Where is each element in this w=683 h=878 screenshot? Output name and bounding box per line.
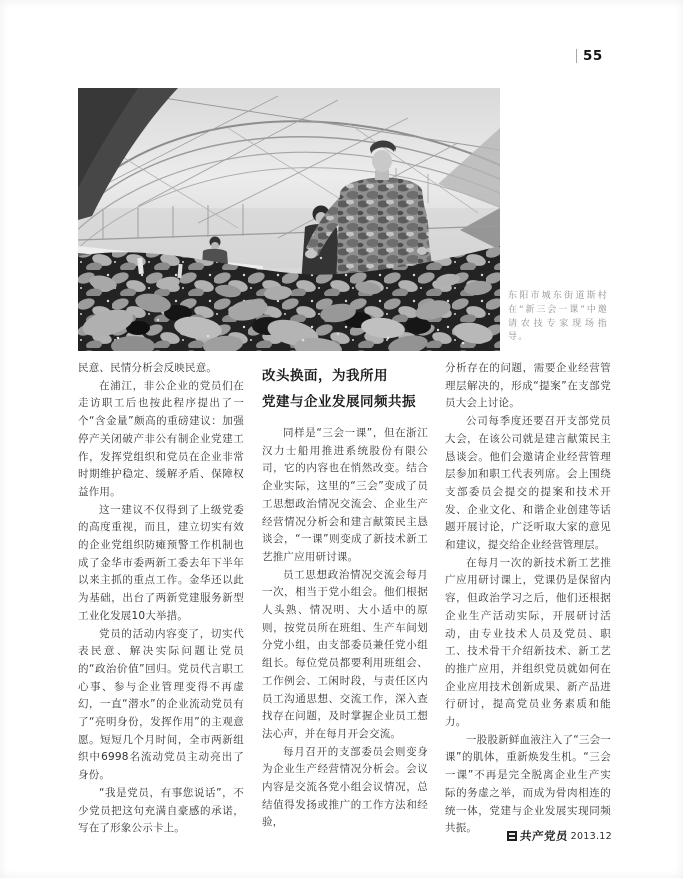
paragraph: 同样是“三会一课”，但在浙江汉力士船用推进系统股份有限公司，它的内容也在悄然改变。结合企业实际，这里的“三会”变成了员工思想政治情况交流会、企业生产经营情况分析会和建言献策民主恳谈会，“一课”则变成了新技术新工艺推广应用研讨课。 bbox=[262, 427, 428, 563]
paragraph: 分析存在的问题，需要企业经营管理层解决的，形成“提案”在支部党员大会上讨论。 bbox=[445, 362, 611, 410]
magazine-logo-icon bbox=[507, 831, 517, 841]
paragraph: 在浦江，非公企业的党员们在走访职工后也按此程序提出了一个“含金量”颇高的重磅建议：加强停产关闭破产非公有制企业党建工作，发挥党组织和党员在企业非常时期维护稳定、缓解矛盾、保障权益作用。 bbox=[78, 379, 244, 498]
greenhouse-photo bbox=[78, 88, 500, 351]
greenhouse-photo-illustration bbox=[78, 88, 500, 351]
text-column-3 bbox=[445, 360, 611, 838]
paragraph: 在每月一次的新技术新工艺推广应用研讨课上，党课仍是保留内容，但政治学习之后，他们还根据企业生产活动实际，开展研讨活动，由专业技术人员及党员、职工、技术骨干介绍新技术、新工艺的推广应用，并组织党员就如何在企业应用技术创新成果、新产品进行研讨，提高党员业务素质和能力。 bbox=[445, 556, 611, 729]
page-number-rule bbox=[576, 49, 577, 63]
paragraph: 这一建议不仅得到了上级党委的高度重视，而且，建立切实有效的企业党组织防瘫预警工作机制也成了金华市委两新工委去年下半年以来主抓的重点工作。金华还以此为基础，出台了两新党建服务新型工业化发展10大举措。 bbox=[78, 503, 244, 622]
paragraph: 一股股新鲜血液注入了“三会一课”的肌体，重新焕发生机。“三会一课”不再是完全脱离企业生产实际的务虚之举，而成为骨肉相连的统一体，党建与企业发展实现同频共振。 bbox=[445, 733, 611, 835]
magazine-footer bbox=[500, 828, 612, 844]
paragraph: 党员的活动内容变了，切实代表民意、解决实际问题让党员的“政治价值”回归。党员代言职工心事、参与企业管理变得不再虚幻，一直“潜水”的企业流动党员有了“亮明身份，发挥作用”的主观意愿。短短几个月时间，全市两新组织中6998名流动党员主动亮出了身份。 bbox=[78, 627, 244, 782]
magazine-title: 共产党员 bbox=[518, 829, 569, 843]
article-heading-line1: 改头换面，为我所用 bbox=[262, 368, 388, 384]
page-number-value: 55 bbox=[583, 48, 603, 64]
page-number bbox=[576, 48, 603, 64]
paragraph: 每月召开的支部委员会则变身为企业生产经营情况分析会。会议内容是交流各党小组会议情况，总结值得发扬或推广的工作方法和经验， bbox=[262, 745, 428, 829]
issue-date: 2013.12 bbox=[570, 830, 612, 842]
paragraph: 民意、民情分析会反映民意。 bbox=[78, 362, 218, 374]
article-heading-line2: 党建与企业发展同频共振 bbox=[262, 394, 416, 410]
paragraph: 公司每季度还要召开支部党员大会，在该公司就是建言献策民主恳谈会。他们会邀请企业经营管理层参加和职工代表列席。会上围绕支部委员会提交的提案和技术开发、企业文化、和谐企业创建等话题开展讨论，广泛听取大家的意见和建议，提交给企业经营管理层。 bbox=[445, 415, 611, 552]
text-column-1 bbox=[78, 360, 244, 838]
text-column-2 bbox=[262, 360, 428, 832]
photo-caption: 东阳市城东街道斯村在“新三会一课”中邀请农技专家现场指导。 bbox=[508, 291, 608, 343]
paragraph: “我是党员，有事您说话”，不少党员把这句充满自豪感的承诺，写在了形象公示卡上。 bbox=[78, 786, 244, 835]
article-heading bbox=[262, 363, 428, 415]
paragraph: 员工思想政治情况交流会每月一次，相当于党小组会。他们根据人头熟、情况明、大小适中的原则，按党员所在班组、生产车间划分党小组，由支部委员兼任党小组组长。每位党员都要利用班组会、工作例会、工闲时段，与责任区内员工沟通思想、交流工作，深入查找存在问题，及时掌握企业员工想法心声，并在每月开会交流。 bbox=[262, 568, 428, 740]
